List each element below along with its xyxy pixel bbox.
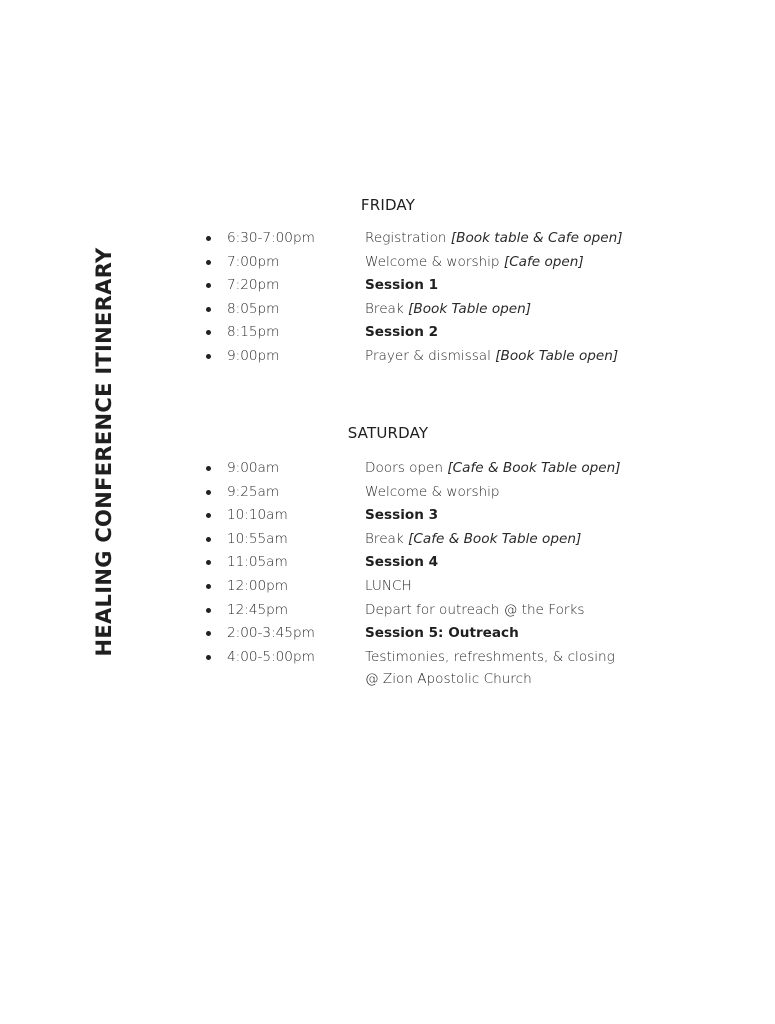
bullet-icon bbox=[206, 513, 211, 518]
schedule-activity bbox=[365, 528, 581, 550]
schedule-activity bbox=[365, 457, 621, 479]
schedule-time: 6:30-7:00pm bbox=[227, 230, 315, 246]
bullet-icon bbox=[206, 307, 211, 312]
schedule-time: 9:00pm bbox=[227, 347, 280, 364]
bullet-icon bbox=[206, 466, 211, 471]
bullet-icon bbox=[206, 608, 211, 613]
schedule-activity: LUNCH bbox=[365, 577, 412, 594]
schedule-activity: Session 5: Outreach bbox=[365, 625, 519, 642]
activity-text: Registration bbox=[365, 230, 447, 246]
schedule-time: 7:00pm bbox=[227, 253, 280, 270]
bullet-icon bbox=[206, 490, 211, 495]
activity-text: Break bbox=[365, 300, 404, 317]
bullet-icon bbox=[206, 631, 211, 636]
schedule-activity bbox=[365, 251, 584, 273]
activity-text: Prayer & dismissal bbox=[365, 347, 491, 364]
schedule-time: 9:00am bbox=[227, 460, 280, 476]
activity-note: [Book Table open] bbox=[495, 347, 619, 364]
bullet-icon bbox=[206, 236, 211, 241]
bullet-icon bbox=[206, 560, 211, 565]
itinerary-title: HEALING CONFERENCE ITINERARY bbox=[92, 247, 116, 657]
friday-heading: FRIDAY bbox=[360, 196, 416, 214]
activity-note: [Cafe & Book Table open] bbox=[447, 460, 621, 476]
schedule-activity bbox=[365, 298, 531, 320]
activity-note: [Book Table open] bbox=[408, 300, 532, 317]
activity-note: [Book table & Cafe open] bbox=[450, 230, 623, 246]
schedule-activity bbox=[365, 345, 618, 367]
schedule-time: 12:00pm bbox=[227, 577, 289, 594]
schedule-time: 11:05am bbox=[227, 554, 288, 571]
schedule-time: 7:20pm bbox=[227, 277, 280, 294]
activity-text: Break bbox=[365, 530, 404, 547]
schedule-time: 10:10am bbox=[227, 507, 288, 524]
schedule-time: 12:45pm bbox=[227, 601, 289, 618]
schedule-time: 10:55am bbox=[227, 530, 288, 547]
schedule-time: 9:25am bbox=[227, 483, 280, 500]
bullet-icon bbox=[206, 283, 211, 288]
activity-location: @ Zion Apostolic Church bbox=[365, 670, 532, 687]
schedule-activity: Session 4 bbox=[365, 554, 439, 571]
activity-text: Doors open bbox=[365, 460, 444, 476]
bullet-icon bbox=[206, 537, 211, 542]
bullet-icon bbox=[206, 330, 211, 335]
schedule-activity: Welcome & worship bbox=[365, 483, 500, 500]
schedule-activity bbox=[365, 227, 623, 249]
schedule-activity: Session 2 bbox=[365, 324, 439, 341]
activity-text: Testimonies, refreshments, & closing bbox=[365, 648, 615, 665]
schedule-time: 8:15pm bbox=[227, 324, 280, 341]
bullet-icon bbox=[206, 655, 211, 660]
activity-note: [Cafe & Book Table open] bbox=[408, 530, 582, 547]
bullet-icon bbox=[206, 354, 211, 359]
bullet-icon bbox=[206, 584, 211, 589]
schedule-activity: Session 3 bbox=[365, 507, 439, 524]
activity-text: Welcome & worship bbox=[365, 253, 500, 270]
bullet-icon bbox=[206, 260, 211, 265]
schedule-activity: Session 1 bbox=[365, 277, 439, 294]
schedule-time: 8:05pm bbox=[227, 300, 280, 317]
schedule-time: 4:00-5:00pm bbox=[227, 648, 315, 665]
schedule-activity bbox=[365, 646, 615, 690]
activity-note: [Cafe open] bbox=[503, 253, 584, 270]
schedule-time: 2:00-3:45pm bbox=[227, 625, 315, 642]
schedule-activity: Depart for outreach @ the Forks bbox=[365, 601, 585, 618]
saturday-heading: SATURDAY bbox=[347, 424, 429, 442]
